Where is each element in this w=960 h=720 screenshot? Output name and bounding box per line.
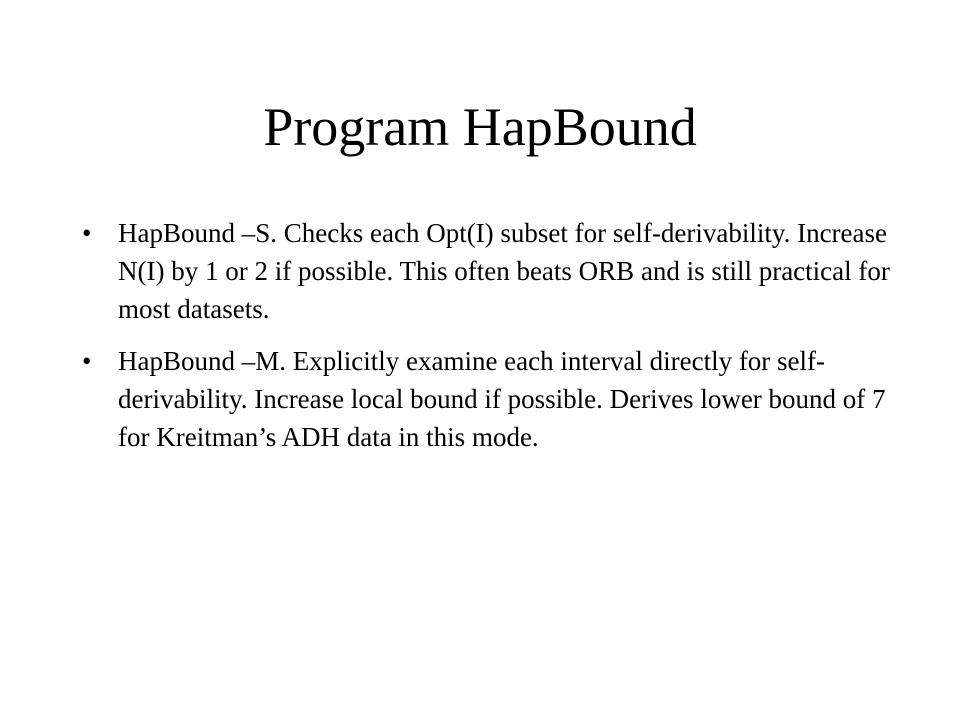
slide-title: Program HapBound [263,97,697,157]
bullet-dot-icon: • [82,218,92,248]
bullet-text: HapBound –M. Explicitly examine each interval directly for self-derivability. Increase local bound if possible. Derives lower bound of 7 for Kreitman’s ADH data in this mode. [118,346,886,452]
bullet-text: HapBound –S. Checks each Opt(I) subset for self-derivability. Increase N(I) by 1 or 2 if possible. This often beats ORB and is still practical for most datasets. [118,218,890,324]
bullet-list [72,214,892,470]
bullet-item [72,214,892,328]
bullet-dot-icon: • [82,346,92,376]
bullet-item [72,342,892,456]
